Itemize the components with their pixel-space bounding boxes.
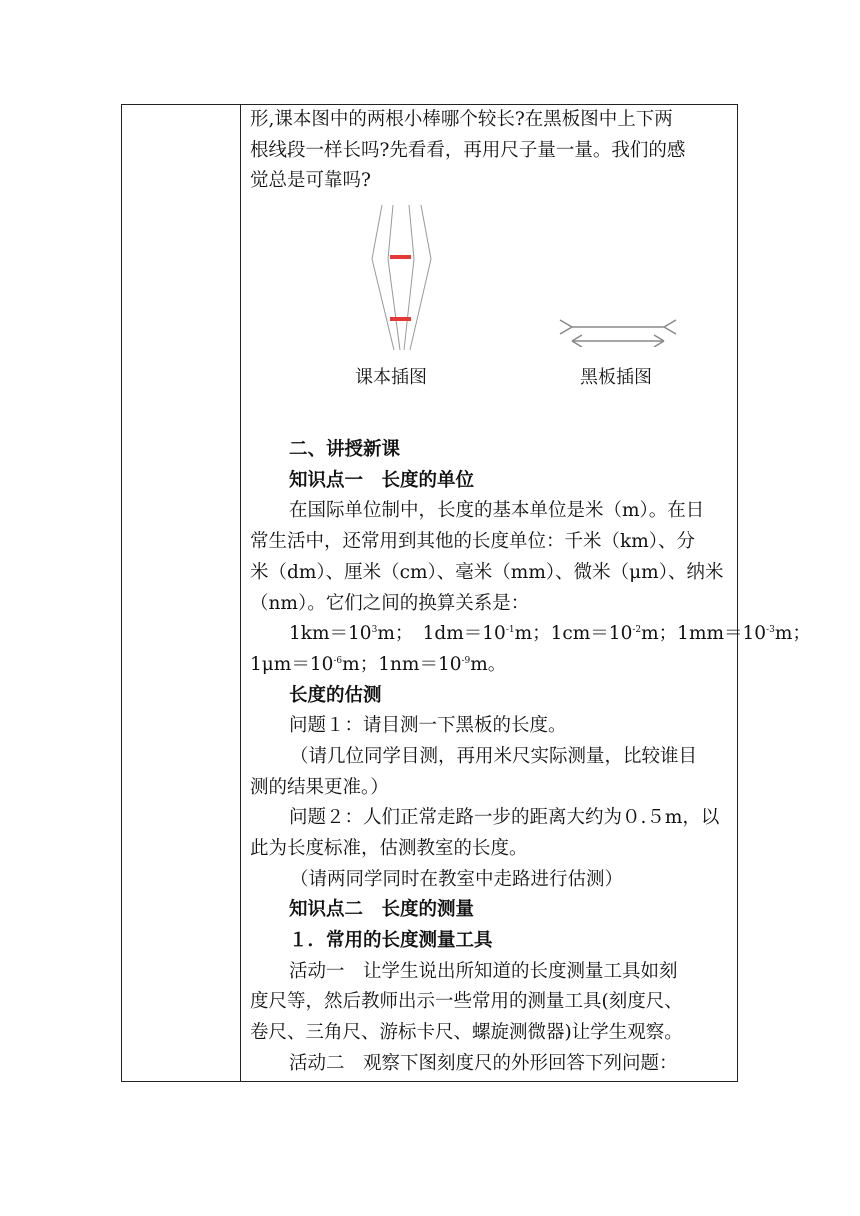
knowledge-point-1: 知识点一 长度的单位 [289, 469, 475, 491]
lesson-table [121, 104, 811, 1082]
activity-1-line-1: 活动一 让学生说出所知道的长度测量工具如刻 [289, 960, 678, 982]
question-1-note-line-1: （请几位同学目测，再用米尺实际测量，比较谁目 [290, 745, 698, 767]
blackboard-caption: 黑板插图 [580, 367, 652, 389]
intro-line-1: 形,课本图中的两根小棒哪个较长?在黑板图中上下两 [250, 109, 673, 130]
units-paragraph-line-2: 常生活中，还常用到其他的长度单位：千米（km）、分 [250, 531, 696, 553]
estimation-heading: 长度的估测 [289, 684, 382, 706]
activity-2: 活动二 观察下图刻度尺的外形回答下列问题： [289, 1052, 678, 1074]
units-paragraph-line-4: （nm）。它们之间的换算关系是： [250, 592, 530, 614]
knowledge-point-2: 知识点二 长度的测量 [289, 899, 475, 921]
illustrations [250, 197, 732, 435]
content-cell [250, 105, 811, 1080]
intro-line-2: 根线段一样长吗?先看看，再用尺子量一量。我们的感 [250, 139, 686, 161]
question-2-line-2: 此为长度标准，估测教室的长度。 [250, 838, 528, 859]
question-2-note: （请两同学同时在教室中走路进行估测） [290, 868, 624, 890]
column-divider [240, 105, 241, 1081]
activity-1-line-2: 度尺等，然后教师出示一些常用的测量工具(刻度尺、 [250, 991, 683, 1013]
subsection-tools: １．常用的长度测量工具 [289, 930, 493, 952]
question-1-note-line-2: 测的结果更准。） [250, 776, 389, 798]
activity-1-line-3: 卷尺、三角尺、游标卡尺、螺旋测微器)让学生观察。 [250, 1022, 683, 1044]
blackboard-illustration [558, 319, 678, 347]
textbook-caption: 课本插图 [355, 367, 427, 389]
question-2-line-1: 问题２：人们正常走路一步的距离大约为０.５m，以 [289, 807, 720, 829]
intro-line-3: 觉总是可靠吗? [250, 170, 371, 192]
units-paragraph-line-3: 米（dm）、厘米（cm）、毫米（mm）、微米（μm）、纳米 [250, 561, 724, 583]
conversion-line-1: $1km=10^3m$； $1dm=10^{-1}m$；$1cm=10^{-2}m$；$1mm=10^{-3}m$； [289, 623, 811, 645]
units-paragraph-line-1: 在国际单位制中，长度的基本单位是米（m）。在日 [289, 500, 705, 522]
section-heading: 二、讲授新课 [289, 439, 401, 461]
textbook-illustration [370, 203, 440, 353]
question-1: 问题１：请目测一下黑板的长度。 [289, 715, 567, 737]
conversion-line-2: $1\mu m=10^{-6}m$；$1nm=10^{-9}m$。 [250, 653, 507, 675]
